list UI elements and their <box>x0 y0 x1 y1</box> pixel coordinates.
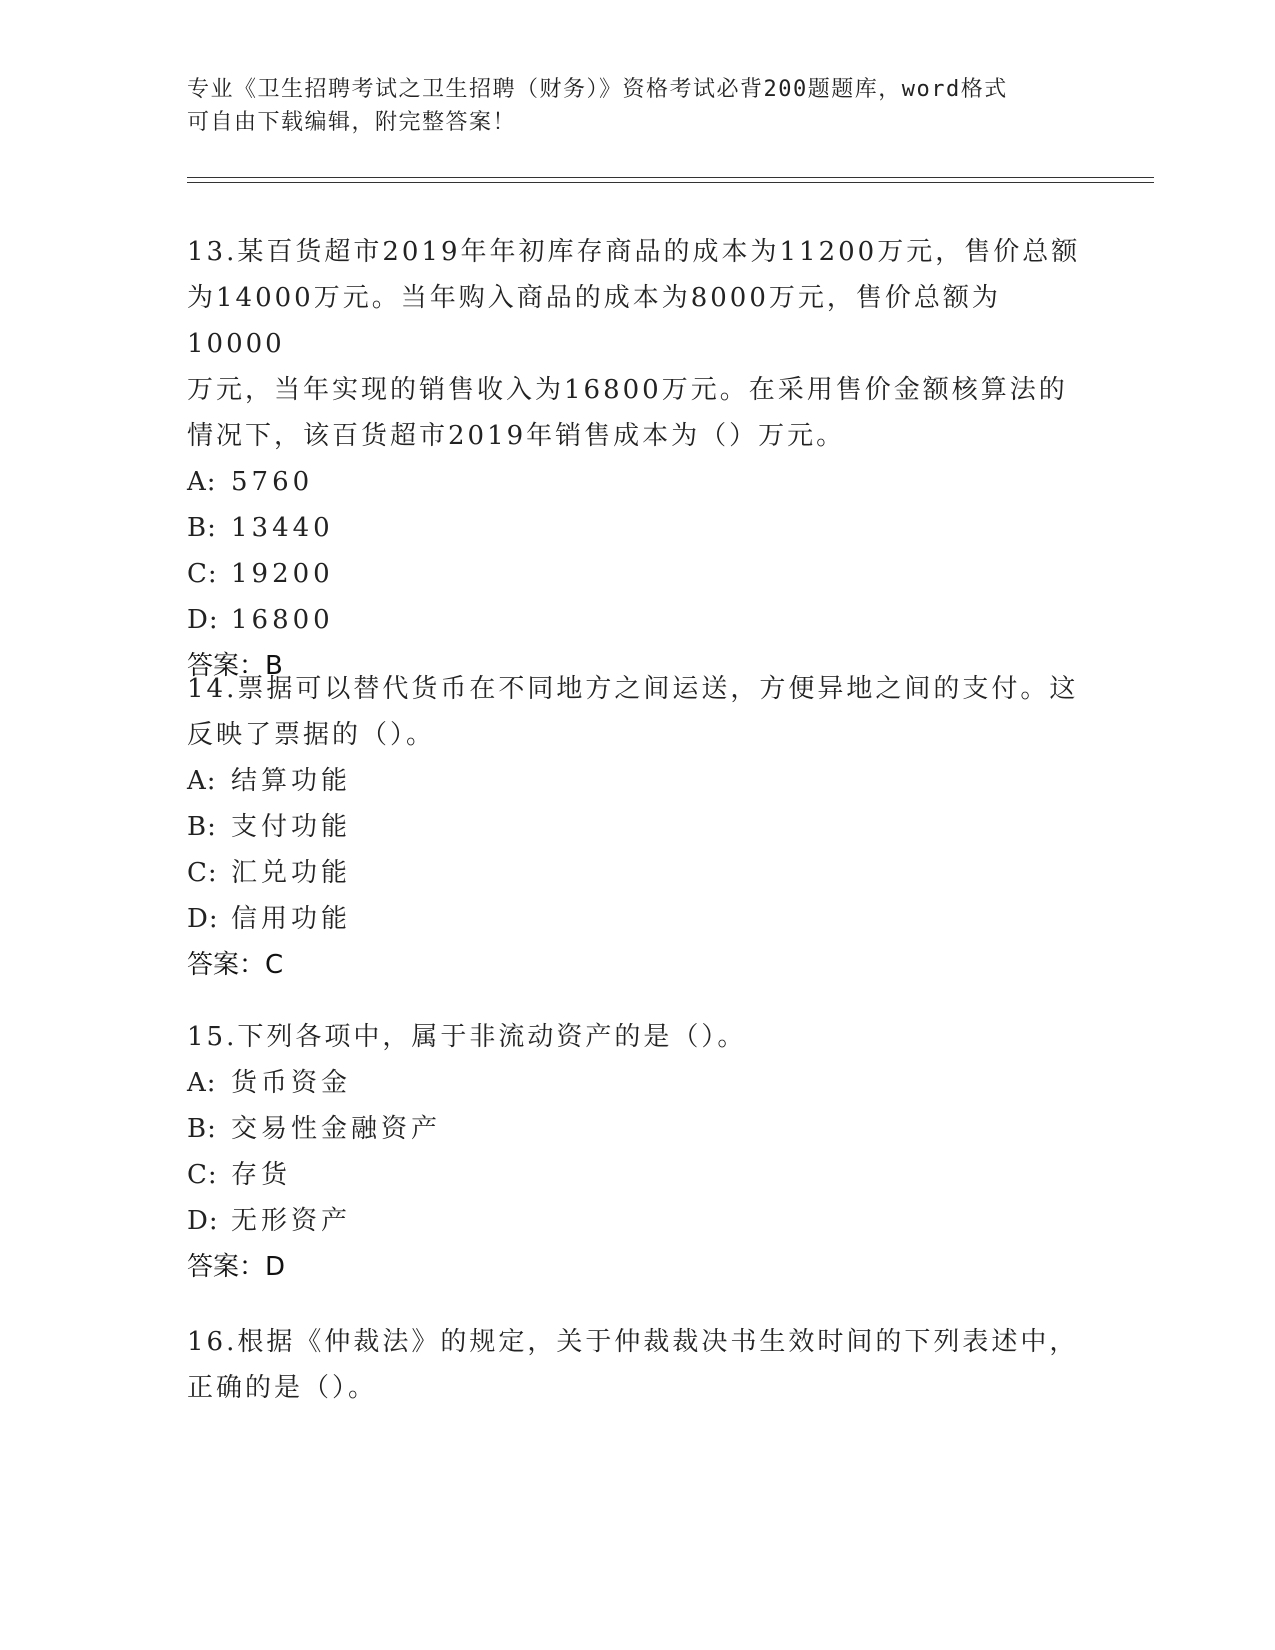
question-text-line: 反映了票据的（）。 <box>187 720 436 750</box>
option-c <box>187 551 1087 597</box>
option-text: 无形资产 <box>231 1206 352 1236</box>
option-key: C: <box>187 559 218 589</box>
header-divider <box>187 177 1154 183</box>
option-b <box>187 804 1087 850</box>
question-13 <box>187 229 1087 689</box>
option-c <box>187 850 1087 896</box>
option-a <box>187 459 1087 505</box>
option-text: 交易性金融资产 <box>231 1114 442 1144</box>
option-key: A: <box>187 467 217 497</box>
question-text-line: 13.某百货超市2019年年初库存商品的成本为11200万元，售价总额 <box>187 237 1081 267</box>
option-text: 支付功能 <box>231 812 352 842</box>
option-text: 5760 <box>231 467 314 497</box>
answer-line: 答案：D <box>187 1252 286 1282</box>
option-d <box>187 1198 1087 1244</box>
option-text: 结算功能 <box>231 766 352 796</box>
option-key: A: <box>187 766 217 796</box>
option-text: 13440 <box>231 513 334 543</box>
question-text-line: 正确的是（）。 <box>187 1373 378 1403</box>
option-text: 货币资金 <box>231 1068 352 1098</box>
question-15 <box>187 1014 1087 1290</box>
question-16 <box>187 1319 1087 1411</box>
header-line-1: 专业《卫生招聘考试之卫生招聘（财务）》资格考试必背200题题库，word格式 <box>187 77 1008 102</box>
answer-line: 答案：B <box>187 651 283 681</box>
question-text-line: 情况下，该百货超市2019年销售成本为（）万元。 <box>187 421 846 451</box>
option-d <box>187 597 1087 643</box>
option-text: 16800 <box>231 605 334 635</box>
option-a <box>187 1060 1087 1106</box>
option-a <box>187 758 1087 804</box>
option-key: B: <box>187 1114 217 1144</box>
option-text: 19200 <box>231 559 334 589</box>
option-key: C: <box>187 858 218 888</box>
option-b <box>187 505 1087 551</box>
option-key: D: <box>187 904 219 934</box>
option-text: 存货 <box>231 1160 292 1190</box>
option-b <box>187 1106 1087 1152</box>
option-d <box>187 896 1087 942</box>
option-key: D: <box>187 605 219 635</box>
option-key: D: <box>187 1206 219 1236</box>
option-key: C: <box>187 1160 218 1190</box>
option-key: B: <box>187 513 217 543</box>
question-14 <box>187 666 1087 988</box>
question-text-line: 15.下列各项中，属于非流动资产的是（）。 <box>187 1022 747 1052</box>
option-key: B: <box>187 812 217 842</box>
option-c <box>187 1152 1087 1198</box>
header-line-2: 可自由下载编辑，附完整答案！ <box>187 110 517 135</box>
option-text: 信用功能 <box>231 904 352 934</box>
option-key: A: <box>187 1068 217 1098</box>
question-text-line: 14.票据可以替代货币在不同地方之间运送，方便异地之间的支付。这 <box>187 674 1079 704</box>
option-text: 汇兑功能 <box>231 858 352 888</box>
answer-line: 答案：C <box>187 950 284 980</box>
question-text-line: 万元，当年实现的销售收入为16800万元。在采用售价金额核算法的 <box>187 375 1068 405</box>
question-text-line: 16.根据《仲裁法》的规定，关于仲裁裁决书生效时间的下列表述中， <box>187 1327 1079 1357</box>
document-header <box>187 73 1067 139</box>
question-text-line: 为14000万元。当年购入商品的成本为8000万元，售价总额为10000 <box>187 283 1001 359</box>
